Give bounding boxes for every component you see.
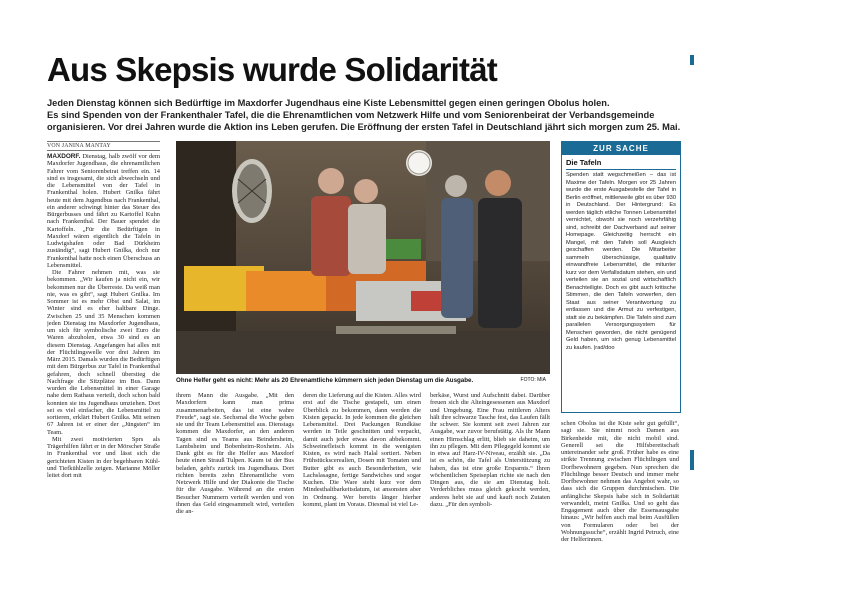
- photo-credit: FOTO: MIA: [520, 377, 546, 383]
- headline: Aus Skepsis wurde Solidarität: [47, 51, 497, 88]
- dateline: MAXDORF.: [47, 153, 81, 160]
- lead-line-2: Es sind Spenden von der Frankenthaler Tafel, die die Ehrenamtlichen vom Netzwerk Hilfe und vom Seniorenbeirat der Verbandsgemeinde: [47, 110, 655, 121]
- page-edge-marker: [690, 55, 694, 65]
- article-column-4: berkäse, Wurst und Aufschnitt dabei. Darüber freuen sich die Alteingesessenen aus Maxdorf und Umgebung. Eine Frau mittleren Alters hält ihre schwarze Tasche fest, das Laufen fällt ihr schwer. Sie kommt seit zwei Jahren zur Ausgabe, war zuvor berufstätig. Als ihr Mann einen Hirnschlag erlitt, blieb sie daheim, um ihn zu pflegen. Mit dem Pflegegeld kommt sie in etwa auf Harz-IV-Niveau, erzählt sie. „Da ist es schön, die Tafel als Unterstützung zu haben, das ist eine große Ersparnis.“ Ihren wöchentlichen Speiseplan richte sie nach den Dingen aus, die sie am Dienstag holt. Verderbliches muss gleich gekocht werden, anderes hebt sie auf und kauft noch Zutaten dazu. „Für den symboli-: [430, 392, 550, 508]
- paragraph: Die Fahrer nehmen mit, was sie bekommen. „Wir kaufen ja nicht ein, wir bekommen nur die Überreste. Da weiß man nie, was es gibt“, sagt Hubert Gnilka. Im Sommer ist es mehr Obst und Salat, im Winter sind es eher haltbare Dinge. Zwischen 25 und 35 Menschen kommen jeden Dienstag ins Maxdorfer Jugendhaus, um sich für symbolische zwei Euro die Waren abzuholen, etwa 30 sind es an diesem Dienstag. Angefangen hat alles mit der Flüchtlingswelle vor drei Jahren im März 2015. Damals wurden die Bedürftigen mit dem Bürgerbus zur Tafel in Frankenthal gefahren, doch schnell überstieg die Nachfrage die Sitzplätze im Bus. Dann wurden die Lebensmittel in einer Garage nahe dem Rathaus verteilt, doch schon bald konnten sie ins Jugendhaus umziehen. Dort sei es viel einfacher, die Lebensmittel zu sortieren, erklärt Hubert Gnilka. Mit seinen 67 Jahren ist er einer der „Jüngsten“ im Team.: [47, 269, 160, 436]
- lead-line-3: organisieren. Vor drei Jahren wurde die Aktion ins Leben gerufen. Die Eröffnung der ersten Tafel in Deutschland jährt sich morgen zum 25. Mai.: [47, 122, 681, 133]
- photo-illustration: [176, 141, 550, 374]
- paragraph-text: Dienstag, halb zwölf vor dem Maxdorfer Jugendhaus, die ehrenamtlichen Fahrer vom Seniorenbeirat treffen ein. 14 sind es insgesamt, die sich abwechseln und die Lebensmittel von der Tafel in Frankenthal holen. Hubert Gnilka fährt heute mit dem Jugendbus nach Frankenthal, ein anderer schwingt hinter das Steuer des Bürgerbusses und fährt zu Kartoffel Kuhn nach Frankenthal. Der Bauer spendet die Kartoffeln. „Für die Bedürftigen in Maxdorf wären eigentlich die Tafeln in Ludwigshafen oder Bad Dürkheim zuständig“, sagt Hubert Gnilka, doch nur Frankenthal hatte noch einen Überschuss an Lebensmittel.: [47, 153, 160, 269]
- photo-caption: [176, 377, 550, 384]
- article-column-5: schen Obolus ist die Kiste sehr gut gefüllt“, sagt sie. Sie nimmt noch Damen aus Birkenheide mit, die nicht mobil sind. Generell sei die Hilfsbereitschaft untereinander sehr groß. Früher habe es eine strikte Trennung zwischen Flüchtlingen und Dorfbewohnern gegeben. Nun sprechen die Flüchtlinge besser Deutsch und immer mehr Dorfbewohner nehmen das Angebot wahr, so dass sich die Gruppen durchmischen. Die anfängliche Skepsis habe sich in Solidarität verwandelt, meint Gnilka. Und so geht das Engagement auch über die Essensausgabe hinaus: „Wir helfen auch mal beim Ausfüllen von Formularen oder bei der Wohnungssuche“, erzählt Ingrid Petruch, eine der Helferinnen.: [561, 420, 679, 543]
- article-photo: [176, 141, 550, 374]
- page-edge-marker: [690, 450, 694, 470]
- byline: VON JANINA MANTAY: [47, 141, 160, 151]
- caption-text: Ohne Helfer geht es nicht: Mehr als 20 Ehrenamtliche kümmern sich jeden Dienstag um die Ausgabe.: [176, 377, 474, 384]
- paragraph: [47, 153, 160, 269]
- article-column-2: ihrem Mann die Ausgabe. „Mit den Maxdorfern kann man prima zusammenarbeiten, das ist eine wahre Freude“, sagt sie. Sechsmal die Woche geben sie und ihr Team Lebensmittel aus. Dienstags kommen die Maxdorfer, an den anderen Tagen sind es Teams aus Beindersheim, Lambsheim und Bobenheim-Roxheim. Als Dank gibt es für die Helfer aus Maxdorf heute einen Strauß Tulpen. Kaum ist der Bus beladen, geht's zurück ins Jugendhaus. Dort richten bereits zehn Ehrenamtliche vom Netzwerk Hilfe und der Diakonie die Tische für die Ausgabe. Während an die ersten Besucher Nummern verteilt werden und von ihnen das Geld eingesammelt wird, verteilen die an-: [176, 392, 294, 515]
- article-column-3: deren die Lieferung auf die Kisten. Alles wird erst auf die Tische gestapelt, um einen Überblick zu bekommen, dann werden die Kisten gepackt. In jede kommen die gleichen Lebensmittel. Drei Packungen Rundkäse werden in Teile geschnitten und verpackt, damit auch jeder etwas davon abbekommt. Schweinefleisch kommt in die wenigsten Kisten, es wird nach Halal sortiert. Neben Frühstückscerealien, Dosen mit Tomaten und Butter gibt es auch Besonderheiten, wie Lachslasagne, fertige Sandwiches und sogar Kuchen. Die Ware steht kurz vor dem Mindesthaltbarkeitsdatum, ist ansonsten aber in Ordnung. Wer bereits länger hierher kommt, plant im Voraus. Diesmal ist viel Le-: [303, 392, 421, 508]
- lead-paragraph: [47, 97, 685, 134]
- info-box-body: Spenden statt wegschmeißen – das ist Maxime der Tafeln. Morgen vor 25 Jahren wurde die erste Ausgabestelle der Tafel in Berlin eröffnet, mittlerweile gibt es über 930 in Deutschland. Der Hintergrund: Es werden täglich etliche Tonnen Lebensmittel vernichtet, obwohl sie noch verzehrfähig sind, schreibt der Dachverband auf seiner Homepage. Gleichzeitig herrscht ein Mangel, mit den Tafeln soll Ausgleich geschaffen werden. Die Mitarbeiter sammeln überschüssige, qualitativ einwandfreie Lebensmittel, die mitunter kurz vor dem Verfallsdatum stehen, ein und verteilen sie an sozial und wirtschaftlich Benachteiligte. Doch es gibt auch kritische Stimmen, die den Tafeln vorwerfen, den Staat aus seiner Verantwortung zu entlassen und die Armut zu verfestigen, statt sie zu bekämpfen. Die Tafeln sind zum parallelen Versorgungssystem für Menschen geworden, die nicht genügend Geld haben, um sich genug Lebensmittel zu kaufen. |rad/doo: [566, 172, 676, 351]
- info-box: [561, 141, 681, 413]
- info-box-title: Die Tafeln: [566, 158, 676, 170]
- lead-line-1: Jeden Dienstag können sich Bedürftige im Maxdorfer Jugendhaus eine Kiste Lebensmittel gegen einen geringen Obolus holen.: [47, 98, 610, 108]
- info-box-header: ZUR SACHE: [562, 142, 680, 155]
- paragraph: Mit zwei motivierten Sprs als Trägerhilfen fährt er in der Mörscher Straße in Frankenthal vor und lässt sich die gerichteten Kisten in der begehbaren Kühl- und Tiefkühlzelle zeigen. Marianne Möller leitet dort mit: [47, 435, 160, 479]
- article-column-1: [47, 153, 160, 592]
